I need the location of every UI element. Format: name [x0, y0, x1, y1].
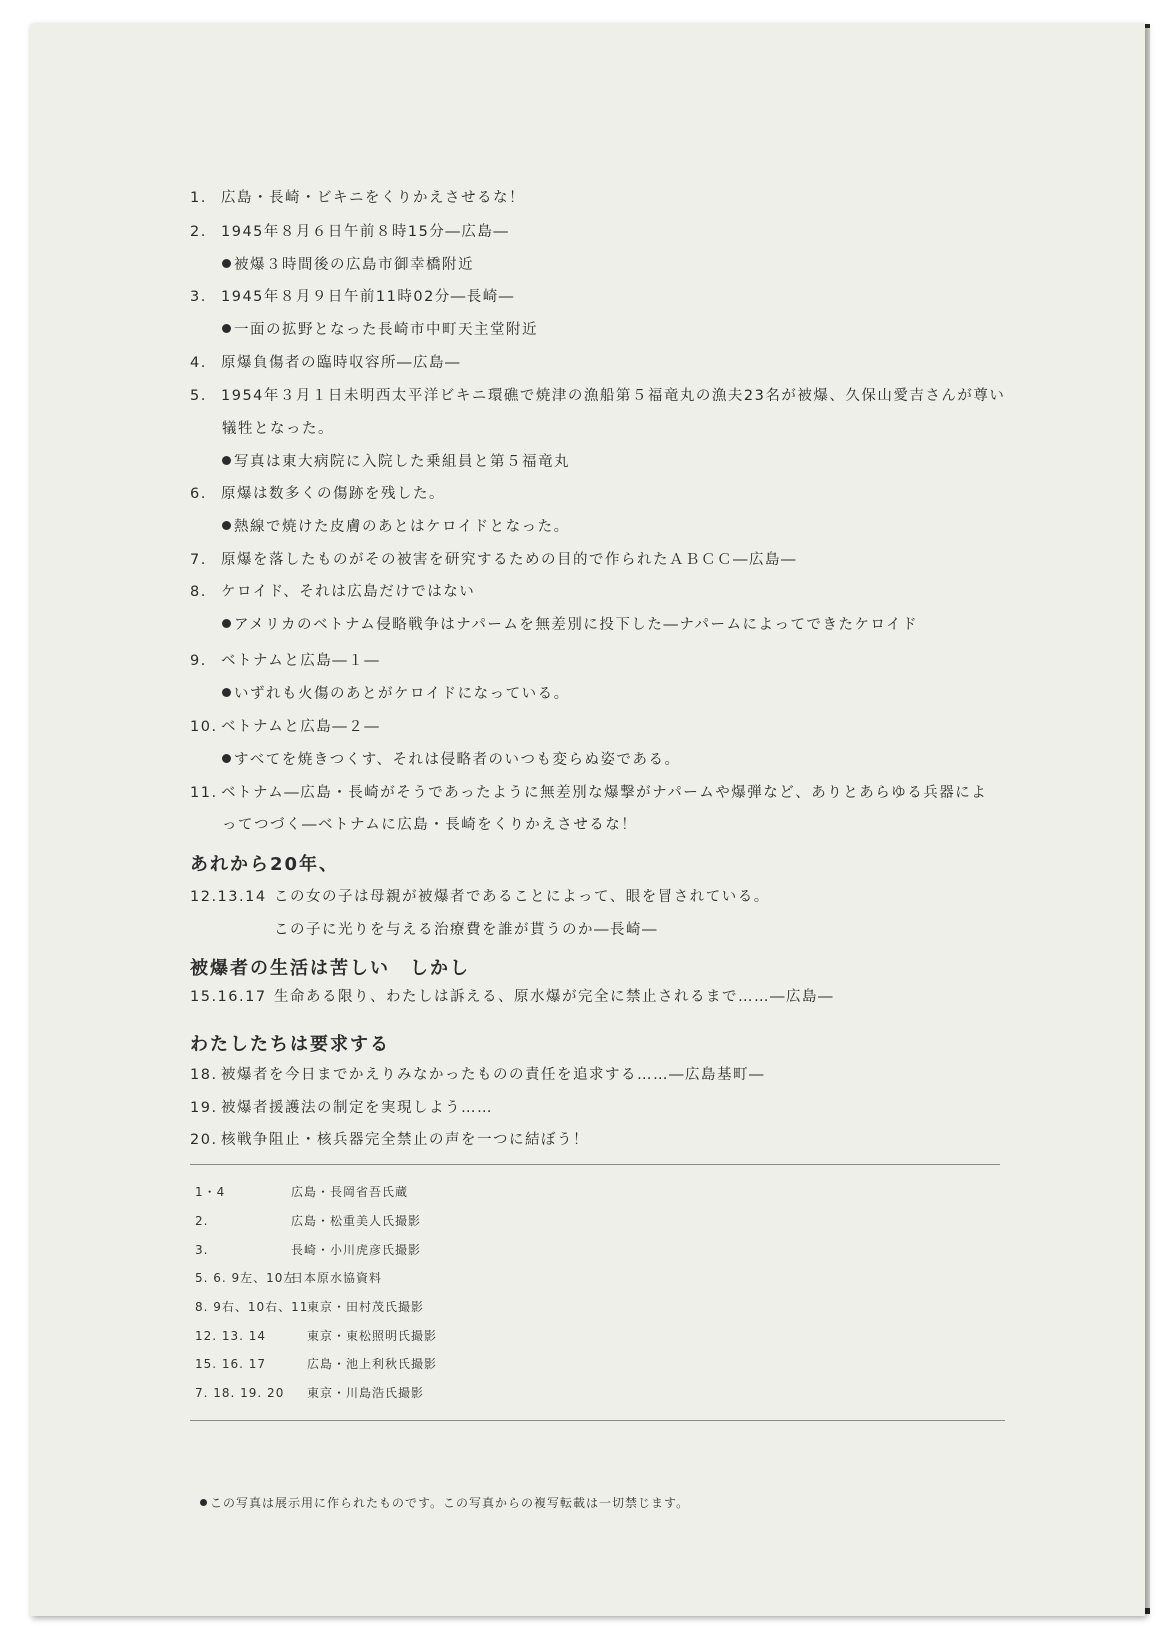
caption-subitem [222, 750, 681, 770]
caption-subtext: 被爆３時間後の広島市御幸橋附近 [234, 257, 474, 273]
caption-subtext: すべてを焼きつくす、それは侵略者のいつも変らぬ姿である。 [234, 752, 681, 768]
caption-number: 19. [190, 1100, 218, 1116]
credit-text: 日本原水協資料 [291, 1271, 383, 1285]
caption-text: 広島・長崎・ビキニをくりかえさせるな！ [221, 190, 525, 206]
divider [190, 1420, 1005, 1421]
caption-subtext: 一面の拡野となった長崎市中町天主堂附近 [234, 322, 538, 338]
bullet-icon [200, 1499, 207, 1506]
caption-number: 2. [190, 224, 207, 240]
caption-subtext: 熱線で焼けた皮膚のあとはケロイドとなった。 [234, 519, 570, 535]
caption-item [190, 582, 475, 602]
credit-row [195, 1328, 437, 1344]
caption-subtext: アメリカのベトナム侵略戦争はナパームを無差別に投下した―ナパームによってできたケロイド [234, 617, 919, 633]
divider [190, 1164, 1000, 1165]
copyright-note-text: この写真は展示用に作られたものです。この写真からの複写転載は一切禁じます。 [210, 1496, 690, 1510]
credit-label: 1・4 [195, 1185, 226, 1199]
caption-text: 1945年８月６日午前８時15分―広島― [221, 224, 510, 240]
caption-text: この女の子は母親が被爆者であることによって、眼を冒されている。 [274, 889, 770, 905]
caption-text: 原爆は数多くの傷跡を残した。 [221, 486, 445, 502]
credit-label: 7. 18. 19. 20 [195, 1386, 285, 1400]
credit-text: 東京・東松照明氏撮影 [307, 1329, 438, 1343]
credit-label: 8. 9右、10右、11 [195, 1300, 309, 1314]
caption-item [190, 353, 461, 373]
caption-item [190, 717, 380, 737]
caption-continuation: 犠牲となった。 [222, 421, 334, 437]
caption-item [190, 484, 445, 504]
caption-number: 1. [190, 190, 207, 206]
caption-item [190, 651, 380, 671]
caption-text: ベトナムと広島―２― [221, 719, 381, 735]
caption-text: ケロイド、それは広島だけではない [221, 584, 476, 600]
credit-row [195, 1385, 424, 1401]
caption-item [190, 987, 834, 1007]
section-heading: あれから20年、 [190, 854, 340, 875]
caption-item [190, 287, 515, 307]
caption-item [190, 1098, 493, 1118]
caption-subitem [222, 517, 570, 537]
caption-number: 3. [190, 289, 207, 305]
bullet-icon [222, 688, 231, 697]
caption-subitem [222, 615, 918, 635]
section-heading: わたしたちは要求する [190, 1034, 390, 1055]
bullet-icon [222, 259, 231, 268]
caption-subitem [222, 255, 474, 275]
caption-text: 原爆負傷者の臨時収容所―広島― [221, 355, 461, 371]
caption-item [190, 386, 1005, 406]
caption-text: ベトナムと広島―１― [221, 653, 381, 669]
caption-text: 被爆者援護法の制定を実現しよう…… [221, 1100, 493, 1116]
credit-row [195, 1356, 437, 1372]
copyright-note [200, 1494, 689, 1511]
caption-subtext: 写真は東大病院に入院した乗組員と第５福竜丸 [234, 454, 570, 470]
credit-row [195, 1270, 382, 1286]
credit-text: 広島・池上利秋氏撮影 [307, 1357, 438, 1371]
credit-text: 長崎・小川虎彦氏撮影 [291, 1243, 422, 1257]
credit-label: 15. 16. 17 [195, 1357, 267, 1371]
caption-number: 8. [190, 584, 207, 600]
credit-text: 広島・松重美人氏撮影 [291, 1214, 422, 1228]
caption-item [190, 783, 987, 803]
caption-number: 10. [190, 719, 218, 735]
caption-number: 7. [190, 552, 207, 568]
caption-text: 核戦争阻止・核兵器完全禁止の声を一つに結ぼう！ [221, 1132, 589, 1148]
credit-text: 東京・川島浩氏撮影 [307, 1386, 425, 1400]
caption-number: 15.16.17 [190, 989, 267, 1005]
bullet-icon [222, 324, 231, 333]
caption-subtext: いずれも火傷のあとがケロイドになっている。 [234, 686, 570, 702]
page-content [30, 24, 1145, 1616]
caption-text: 原爆を落したものがその被害を研究するための目的で作られたＡＢＣＣ―広島― [221, 552, 797, 568]
caption-number: 20. [190, 1132, 218, 1148]
credit-row [195, 1242, 421, 1258]
caption-text: 1954年３月１日未明西太平洋ビキニ環礁で焼津の漁船第５福竜丸の漁夫23名が被爆、久保山愛吉さんが尊い [221, 388, 1006, 404]
caption-item [190, 887, 770, 907]
caption-number: 5. [190, 388, 207, 404]
caption-subitem [222, 320, 538, 340]
caption-number: 12.13.14 [190, 889, 267, 905]
caption-text: ベトナム―広島・長崎がそうであったように無差別な爆撃がナパームや爆弾など、ありとあらゆる兵器によ [221, 785, 988, 801]
caption-item [190, 550, 797, 570]
credit-label: 12. 13. 14 [195, 1329, 267, 1343]
caption-continuation: この子に光りを与える治療費を誰が貰うのか―長崎― [274, 922, 658, 938]
caption-number: 11. [190, 785, 218, 801]
caption-item [190, 1065, 765, 1085]
credit-text: 広島・長岡省吾氏蔵 [291, 1185, 409, 1199]
caption-item [190, 1130, 589, 1150]
credit-text: 東京・田村茂氏撮影 [307, 1300, 425, 1314]
caption-number: 9. [190, 653, 207, 669]
caption-text: 被爆者を今日までかえりみなかったものの責任を追求する……―広島基町― [221, 1067, 765, 1083]
caption-text: 生命ある限り、わたしは訴える、原水爆が完全に禁止されるまで……―広島― [274, 989, 834, 1005]
credit-label: 2. [195, 1214, 209, 1228]
bullet-icon [222, 754, 231, 763]
caption-item [190, 188, 525, 208]
credit-label: 3. [195, 1243, 209, 1257]
caption-number: 18. [190, 1067, 218, 1083]
credit-row [195, 1299, 424, 1315]
bullet-icon [222, 456, 231, 465]
section-heading: 被爆者の生活は苦しい しかし [190, 958, 470, 979]
credit-row [195, 1184, 408, 1200]
caption-item [190, 222, 509, 242]
credit-row [195, 1213, 421, 1229]
caption-subitem [222, 452, 570, 472]
caption-text: 1945年８月９日午前11時02分―長崎― [221, 289, 515, 305]
caption-continuation: ってつづく―ベトナムに広島・長崎をくりかえさせるな！ [222, 817, 638, 833]
document-page [30, 24, 1145, 1616]
credit-label: 5. 6. 9左、10左 [195, 1271, 297, 1285]
bullet-icon [222, 619, 231, 628]
bullet-icon [222, 521, 231, 530]
caption-number: 6. [190, 486, 207, 502]
caption-subitem [222, 684, 570, 704]
caption-number: 4. [190, 355, 207, 371]
